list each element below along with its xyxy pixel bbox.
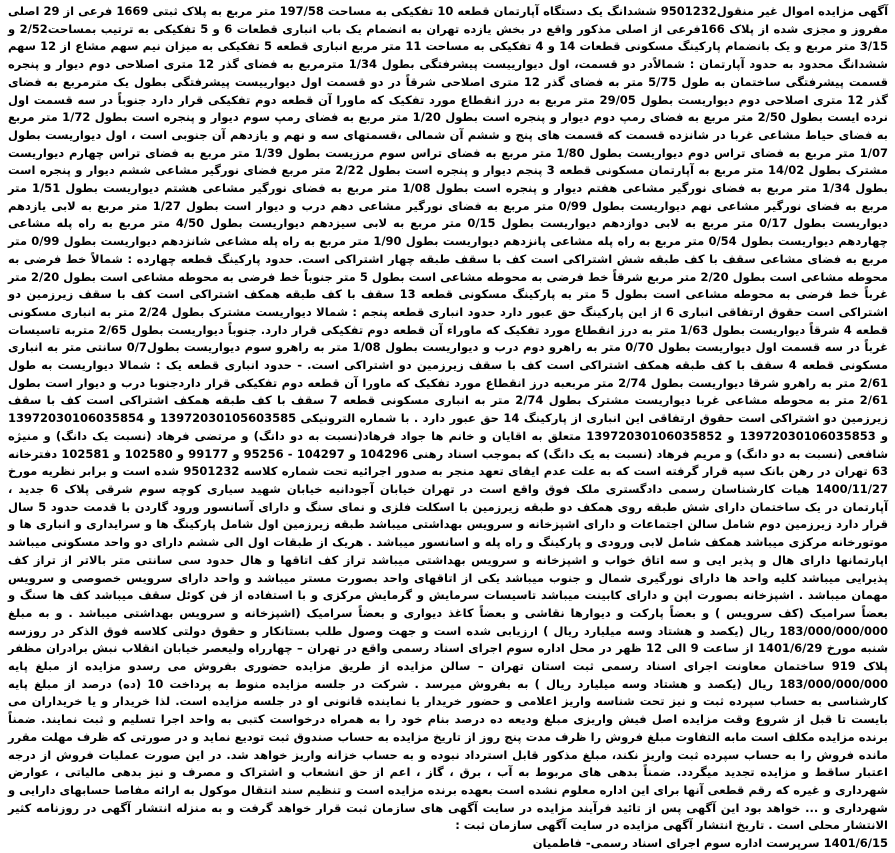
auction-notice <box>8 3 889 851</box>
notice-signature: 1401/6/15 سرپرست اداره سوم اجرای اسناد رسمی- فاطمیان <box>532 836 888 851</box>
notice-body: آگهی مزایده اموال غیر منقول9501232 ششدانگ یک دستگاه آپارتمان قطعه 10 تفکیکی به مساحت 197/58 متر مربع به پلاک ثبتی 1669 فرعی از 29 اصلی مفروز و مجزی شده از پلاک 166فرعی از اصلی مذکور واقع در بخش یازده تهران به انضمام یک باب انباری قطعات 6 و 5 تفکیکی به ترتیب بمساحت2/52 و 3/15 متر مربع و یک بانضمام پارکینگ مسکونی قطعات 14 و 4 تفکیکی به مساحت 11 متر مربع انباری قطعه 5 تفکیکی به میزان نیم سهم مشاع از 12 سهم ششدانگ محدود به حدود آپارتمان : شمالاًدر دو قسمت، اول دیوارییست پیشرفتگی بطول 1/34 مترمربع به فضای گذر 12 متری اصلاحی دوم دیوار و پنجره قسمت پیشرفتگی ساختمان به طول 5/75 متر به فضای گذر 12 متری اصلاحی شرقاً در دو قسمت اول دیوارییست پیشرفتگی بطول یک مترمربع به فضای گذر 12 متری اصلاحی دوم دیواریست بطول 29/05 متر مربع به درز انقطاع مورد تفکیک که ماورا آن قطعه دوم تفکیکی قرار دارد جنوباً در سه قسمت اول نرده ایست بطول 2/50 متر مربع به فضای رمپ دوم دیوار و پنجره است بطول 1/20 متر مربع به فضای رمپ سوم دیوار و پنجره است بطول 1/72 متر مربع به فضای حیاط مشاعی غربا در شانزده قسمت که قسمت های پنج و ششم آن شمالی ،قسمتهای سه و نهم و یازدهم آن جنوبی است ، اول دیواریست بطول 1/07 متر مربع به فضای تراس دوم دیواریست بطول 1/80 متر مربع به فضای تراس سوم مرزیست بطول 1/39 متر مربع به فضای تراس چهارم دیواریست مشترک بطول 14/02 متر مربع به آپارتمان مسکونی قطعه 3 پنجم دیوار و پنجره است بطول 2/22 متر مربع فضای نورگیر مشاعی ششم دیوار و پنجره است بطول 1/34 متر مربع به فضای نورگیر مشاعی هفتم دیوار و پنجره است بطول 1/08 متر مربع به فضای نورگیر مشاعی هشتم دیواریست بطول 1/51 متر مربع به فضای نورگیر مشاعی نهم دیواریست بطول 0/99 متر مربع به فضای نورگیر مشاعی دهم درب و دیوار است بطول 1/27 متر مربع به لابی یازدهم دیواریست بطول 0/17 متر مربع به لابی دوازدهم دیواریست بطول 0/15 متر مربع به لابی سیزدهم دیواریست بطول 4/50 متر مربع به راه پله مشاعی چهاردهم دیواریست بطول 0/54 متر مربع به راه پله مشاعی پانزدهم دیواریست بطول 1/90 متر مربع به راه پله مشاعی شانزدهم دیواریست بطول 0/99 متر مربع به فضای مشاعی سقف با کف طبقه شش اشتراکی است کف با سقف طبقه چهار اشتراکی است. حدود پارکینگ قطعه چهارده : شمالاً خط فرضی به محوطه مشاعی است بطول 2/20 متر مربع شرقاً خط فرضی به محوطه مشاعی است بطول 5 متر جنوباً خط فرضی به محوطه مشاعی است بطول 2/20 متر غرباً خط فرضی به محوطه مشاعی است بطول 5 متر به پارکینگ مسکونی قطعه 13 سقف با کف طبقه همکف اشتراکی است کف با سقف زیرزمین دو اشتراکی است حقوق ارتفاقی انباری 6 از این پارکینگ حق عبور دارد حدود انباری قطعه پنجم : شمالا دیواریست مشترک بطول 2/24 متر به انباری مسکونی قطعه 4 شرقاً دیواریست بطول 1/63 متر به درز انقطاع مورد تفکیک که ماوراء آن قطعه دوم تفکیکی قرار دارد. جنوباً دیواریست بطول 2/65 متربه تاسیسات غرباً در سه قسمت اول دیواریست بطول 0/70 متر به راهرو دوم درب و دیواریست بطول 1/08 متر به راهرو سوم دیواریست بطول0/7 سانتی متر به انباری مسکونی قطعه 4 سقف با کف طبقه همکف اشتراکی است کف با سقف زیرزمین دو اشتراکی است. - حدود انباری قطعه یک : شمالا دیواریست به طول 2/61 متر به راهرو شرقا دیواریست بطول 2/74 متر مربعبه درز انقطاع مورد تفکیک که ماورا آن قطعه دوم تفکیکی قرار داردجنوبا درب و دیوار است بطول 2/61 متر به محوطه مشاعی غربا دیواریست مشترک بطول 2/74 متر به انباری مسکونی قطعه 7 سقف با کف طبقه همکف اشتراکی است کف با سقف زیرزمین دو اشتراکی است حقوق ارتفاقی این انباری از پارکینگ 14 حق عبور دارد . با شماره الترونیکی 13972030105603585 و 13972030106035854 و 13972030106035853 و 13972030106035852 متعلق به اقایان و خانم ها جواد فرهاد(نسبت به دو دانگ) و مرتضی فرهاد (نسبت یک دانگ) و منیژه شافعی (نسبت به دو دانگ) و مریم فرهاد (نسبت به یک دانگ) که بموجب اسناد رهنی 104296 و 104297 - 95256 و 99177 و 102580 و 102581 دفترخانه 63 تهران در رهن بانک سپه قرار گرفته است که به علت عدم ایفای تعهد منجر به صدور اجرائیه تحت شماره کلاسه 9501232 شده است و برابر نظریه مورخ 1400/11/27 هیات کارشناسان رسمی دادگستری ملک فوق واقع است در تهران خیابان آجودانیه خیابان شهید سیاری کوچه سوم شرقی پلاک 6 جدید ، آپارتمان در یک ساختمان دارای شش طبقه روی همکف دو طبقه زیرزمین با اسکلت فلزی و نمای سنگ و دارای آسانسور ورود گاردن با قدمت حدود 5 سال قرار دارد زیرزمین دوم شامل سالن اجتماعات و دارای اشپزخانه و سرویس بهداشتی میباشد طبقه زیرزمین اول شامل پارکینگ ها و سرایداری و انباری ها و موتورخانه مرکزی میباشد همکف شامل لابی ورودی و پارکینگ و راه پله و اسانسور میباشد . هریک از طبقات اول الی ششم دارای دو واحد مسکونی میباشد اپارتمانها دارای هال و پذیر ایی و سه اتاق خواب و اشپزخانه و سرویس بهداشتی میباشد تراز کف اتاقها و هال حدود سی سانتی متر بالاتر از تراز کف پذیرایی میباشد کلیه واحد ها دارای نورگیری شمال و جنوب میباشد یکی از اتاقهای واحد بصورت مستر میباشد و واحد دارای سرویس خصوصی و سرویس مهمان میباشد . اشپزخانه بصورت اپن و دارای کابینت میباشد تاسیسات سرمایش و گرمایش مرکزی و با استفاده از فن کوئل سقف میباشد کف ها سنگ و بعضاً سرامیک (کف سرویس ) و بعضاً پارکت و دیوارها نقاشی و بعضاً کاغذ دیواری و بعضاً سرامیک (اشپزخانه و سرویس بهداشتی میباشد . و به مبلغ 183/000/000/000 ریال (یکصد و هشتاد وسه میلیارد ریال ) ارزیابی شده است و جهت وصول طلب بستانکار و حقوق دولتی کلاسه فوق الذکر در روزسه شنبه مورخ 1401/6/29 از ساعت 9 الی 12 ظهر در محل اداره سوم اجرای اسناد رسمی واقع در تهران – چهارراه ولیعصر خیابان انقلاب نبش برادران مظفر پلاک 919 ساختمان معاونت اجرای اسناد رسمی ثبت استان تهران – سالن مزایده از طریق مزایده حضوری بفروش می رسدو مزایده از مبلغ پایه 183/000/000/000 ریال (یکصد و هشتاد وسه میلیارد ریال ) به بفروش میرسد . شرکت در جلسه مزایده منوط به پرداخت 10 (ده) درصد از مبلغ پایه کارشناسی به حساب سپرده ثبت و نیز تحت شناسه واریز اعلامی و حضور خریدار یا نماینده قانونی او در جلسه مزایده است. لذا خریدار و یا خریداران می بایست تا قبل از شروع وقت مزایده اصل فیش واریزی مبلغ ودیعه ده درصد بنام خود را به همراه درخواست کتبی به واحد اجرا تسلیم و ثبت نمایند. ضمناً برنده مزایده مکلف است مابه التفاوت مبلغ فروش را ظرف مدت پنج روز از تاریخ مزایده به حساب صندوق ثبت تودیع نماید و در صورتی که ظرف مهلت مقرر مانده فروش را به حساب سپرده ثبت واریز نکند، مبلغ مذکور قابل استرداد نبوده و به حساب خزانه واریز خواهد شد. در این صورت عملیات فروش از درجه اعتبار ساقط و مزایده تجدید میگردد. ضمناً بدهی های مربوط به آب ، برق ، گاز ، اعم از حق انشعاب و اشتراک و مصرف و نیز بدهی مالیاتی ، عوارض شهرداری و غیره که رقم قطعی آنها برای این اداره معلوم نشده است بعهده برنده مزایده است و تنظیم سند انتقال موکول به ارائه مفاصا حسابهای دارایی و شهرداری و ... خواهد بود این آگهی پس از تائید فرآیند مزایده در سایت آگهی های سازمان ثبت قرار خواهد گرفت و به منزله انتشار آگهی در روزنامه کثیر الانتشار محلی است . تاریخ انتشار آگهی مزایده در سایت آگهی سازمان ثبت : <box>8 4 889 833</box>
